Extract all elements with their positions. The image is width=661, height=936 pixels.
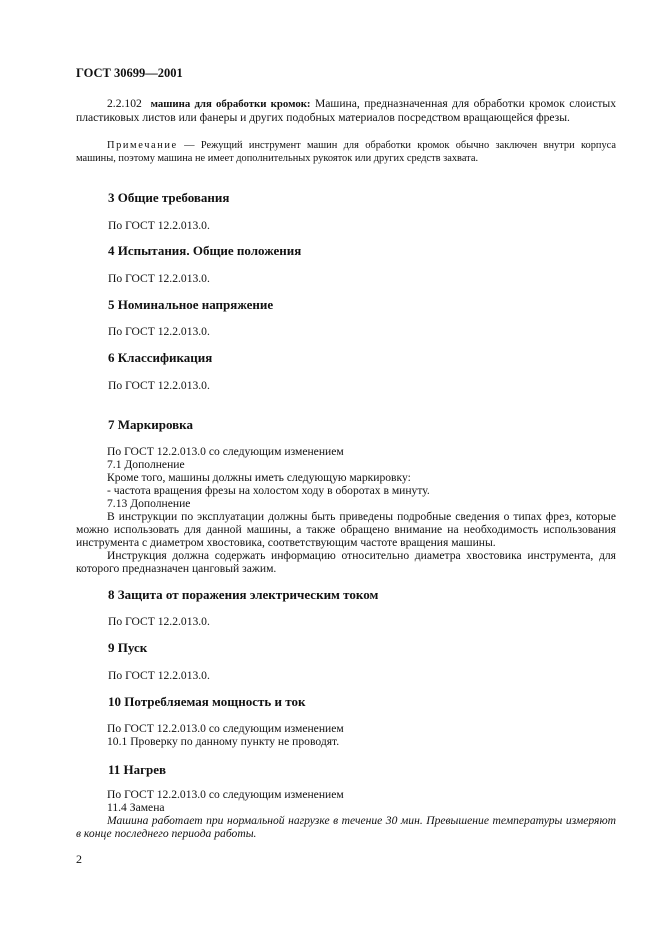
section-6-ref: По ГОСТ 12.2.013.0. bbox=[108, 379, 210, 392]
section-6-title: 6 Классификация bbox=[108, 350, 213, 365]
section-11-italic-paragraph: Машина работает при нормальной нагрузке в течение 30 мин. Превышение температуры измеряют в конце последнего периода работы. bbox=[76, 814, 616, 840]
section-7-line: Кроме того, машины должны иметь следующую маркировку: bbox=[107, 471, 411, 484]
section-8-ref: По ГОСТ 12.2.013.0. bbox=[108, 615, 210, 628]
section-11-line: По ГОСТ 12.2.013.0 со следующим изменением bbox=[107, 788, 344, 801]
section-7-line: 7.1 Дополнение bbox=[107, 458, 185, 471]
section-5-ref: По ГОСТ 12.2.013.0. bbox=[108, 325, 210, 338]
section-7-body bbox=[76, 445, 616, 575]
definition-number: 2.2.102 bbox=[107, 97, 142, 110]
section-10-line: 10.1 Проверку по данному пункту не проводят. bbox=[107, 735, 340, 748]
section-10-line: По ГОСТ 12.2.013.0 со следующим изменением bbox=[107, 722, 344, 735]
section-11-title: 11 Нагрев bbox=[108, 762, 167, 777]
section-11-body bbox=[76, 788, 616, 840]
note-dash: — bbox=[177, 140, 201, 151]
section-11-line: 11.4 Замена bbox=[107, 801, 165, 814]
section-9-ref: По ГОСТ 12.2.013.0. bbox=[108, 669, 210, 682]
definition-text: Машина, предназначенная для обработки кромок слоистых пластиковых листов или фанеры и других подобных материалов посредством вращающейся фрезы. bbox=[76, 97, 617, 124]
section-10-title: 10 Потребляемая мощность и ток bbox=[108, 694, 306, 709]
section-3-title: 3 Общие требования bbox=[108, 190, 230, 205]
note-paragraph bbox=[76, 140, 616, 165]
page-header: ГОСТ 30699—2001 bbox=[76, 66, 183, 80]
section-3-ref: По ГОСТ 12.2.013.0. bbox=[108, 219, 210, 232]
section-4-ref: По ГОСТ 12.2.013.0. bbox=[108, 272, 210, 285]
section-5-title: 5 Номинальное напряжение bbox=[108, 297, 274, 312]
definition-paragraph bbox=[76, 97, 616, 124]
section-7-line: - частота вращения фрезы на холостом ходу в оборотах в минуту. bbox=[107, 484, 430, 497]
section-7-title: 7 Маркировка bbox=[108, 417, 193, 432]
section-7-line: 7.13 Дополнение bbox=[107, 497, 191, 510]
section-7-line: По ГОСТ 12.2.013.0 со следующим изменением bbox=[107, 445, 344, 458]
section-10-body bbox=[76, 722, 616, 748]
section-7-paragraph-2: Инструкция должна содержать информацию относительно диаметра хвостовика инструмента, для которого предназначен цанговый зажим. bbox=[76, 549, 616, 575]
section-7-paragraph-1: В инструкции по эксплуатации должны быть приведены подробные сведения о типах фрез, которые можно использовать для данной машины, а также обращено внимание на необходимость использования инструмента с диаметром хвостовика, соответствующим частоте вращения машины. bbox=[76, 510, 616, 549]
definition-term: машина для обработки кромок: bbox=[150, 98, 311, 110]
page-number: 2 bbox=[76, 852, 82, 866]
section-8-title: 8 Защита от поражения электрическим током bbox=[108, 587, 379, 602]
section-9-title: 9 Пуск bbox=[108, 640, 148, 655]
section-4-title: 4 Испытания. Общие положения bbox=[108, 243, 302, 258]
note-text: Режущий инструмент машин для обработки кромок обычно заключен внутри корпуса машины, поэтому машина не имеет дополнительных рукояток или других средств захвата. bbox=[76, 140, 616, 164]
note-label: Примечание bbox=[107, 140, 178, 151]
